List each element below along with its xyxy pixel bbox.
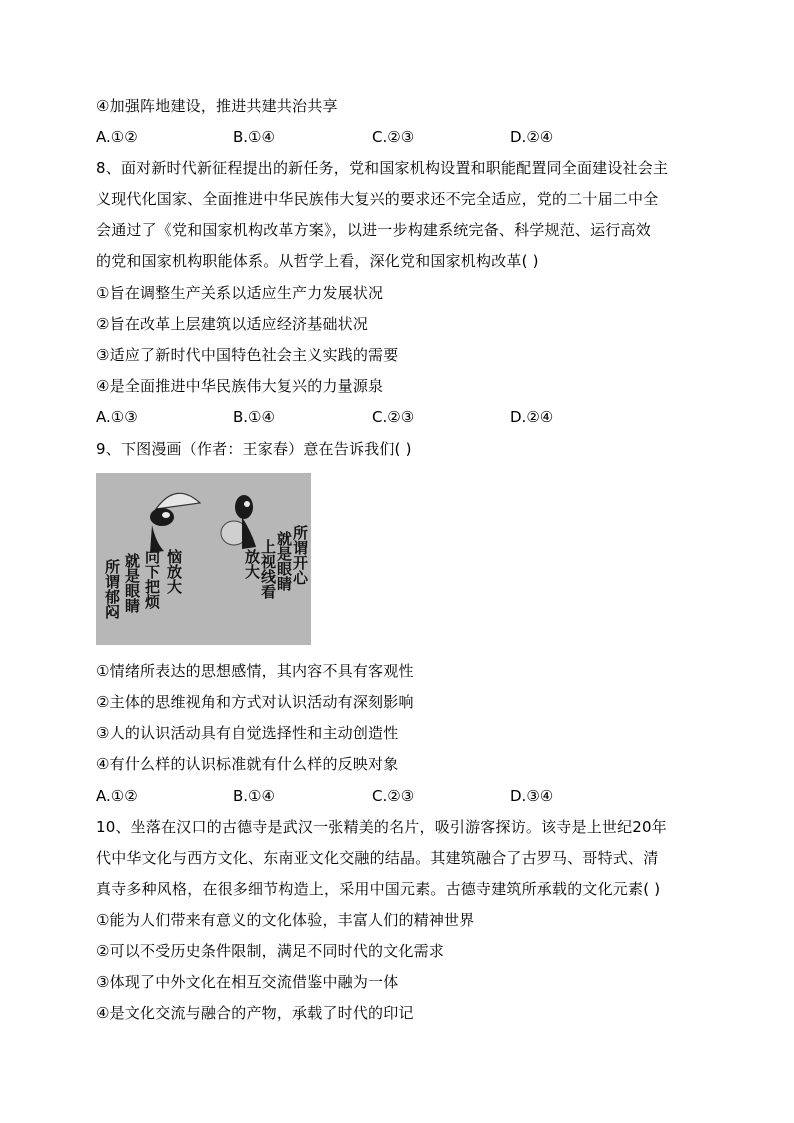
q10-option-2: ②可以不受历史条件限制，满足不同时代的文化需求 xyxy=(96,942,445,960)
q7-choice-c[interactable]: C.②③ xyxy=(372,128,415,146)
q8-choice-b[interactable]: B.①④ xyxy=(233,408,275,426)
q8-stem-line-3: 会通过了《党和国家机构改革方案》，以进一步构建系统完备、科学规范、运行高效 xyxy=(96,221,651,239)
q9-choice-b[interactable]: B.①④ xyxy=(233,787,275,805)
calligraphy-column: 所谓郁闷 xyxy=(103,559,121,619)
q10-option-4: ④是文化交流与融合的产物，承载了时代的印记 xyxy=(96,1004,414,1022)
calligraphy-column: 放大 xyxy=(243,549,261,579)
q7-choice-d[interactable]: D.②④ xyxy=(510,128,554,146)
q9-choices xyxy=(96,786,706,806)
q9-option-4: ④有什么样的认识标准就有什么样的反映对象 xyxy=(96,755,399,773)
calligraphy-column: 就是眼睛 xyxy=(275,531,293,591)
q8-option-4: ④是全面推进中华民族伟大复兴的力量源泉 xyxy=(96,377,384,395)
q8-stem-line-2: 义现代化国家、全面推进中华民族伟大复兴的要求还不完全适应，党的二十届二中全 xyxy=(96,190,659,208)
q9-stem: 9、下图漫画（作者：王家春）意在告诉我们( ) xyxy=(96,440,412,458)
q10-stem-line-1: 10、坐落在汉口的古德寺是武汉一张精美的名片，吸引游客探访。该寺是上世纪20年 xyxy=(96,818,667,836)
calligraphy-column: 所谓开心 xyxy=(291,525,309,585)
q9-option-2: ②主体的思维视角和方式对认识活动有深刻影响 xyxy=(96,693,414,711)
q9-choice-a[interactable]: A.①② xyxy=(96,787,138,805)
q9-choice-d[interactable]: D.③④ xyxy=(510,787,554,805)
q9-option-1: ①情绪所表达的思想感情，其内容不具有客观性 xyxy=(96,662,414,680)
q8-stem-line-4: 的党和国家机构职能体系。从哲学上看，深化党和国家机构改革( ) xyxy=(96,252,539,270)
q8-option-3: ③适应了新时代中国特色社会主义实践的需要 xyxy=(96,346,399,364)
calligraphy-column: 上视线看 xyxy=(259,539,277,599)
q7-choices xyxy=(96,127,706,147)
calligraphy-column: 向下把烦 xyxy=(143,549,161,609)
q8-choice-c[interactable]: C.②③ xyxy=(372,408,415,426)
q7-choice-a[interactable]: A.①② xyxy=(96,128,138,146)
q8-option-1: ①旨在调整生产关系以适应生产力发展状况 xyxy=(96,284,384,302)
q8-stem-line-1: 8、面对新时代新征程提出的新任务，党和国家机构设置和职能配置同全面建设社会主 xyxy=(96,159,669,177)
q10-stem-line-3: 真寺多种风格，在很多细节构造上，采用中国元素。古德寺建筑所承载的文化元素( ) xyxy=(96,880,661,898)
calligraphy-column: 恼放大 xyxy=(165,549,183,594)
q7-option-4: ④加强阵地建设，推进共建共治共享 xyxy=(96,97,338,115)
q10-option-1: ①能为人们带来有意义的文化体验，丰富人们的精神世界 xyxy=(96,911,475,929)
q8-choice-a[interactable]: A.①③ xyxy=(96,408,138,426)
cartoon-calligraphy-left xyxy=(100,549,206,643)
q9-cartoon-image xyxy=(96,473,311,645)
q10-stem-line-2: 代中华文化与西方文化、东南亚文化交融的结晶。其建筑融合了古罗马、哥特式、清 xyxy=(96,849,659,867)
q9-choice-c[interactable]: C.②③ xyxy=(372,787,415,805)
q8-option-2: ②旨在改革上层建筑以适应经济基础状况 xyxy=(96,315,369,333)
q7-choice-b[interactable]: B.①④ xyxy=(233,128,275,146)
q9-option-3: ③人的认识活动具有自觉选择性和主动创造性 xyxy=(96,724,399,742)
q10-option-3: ③体现了中外文化在相互交流借鉴中融为一体 xyxy=(96,973,399,991)
q8-choices xyxy=(96,407,706,427)
q8-choice-d[interactable]: D.②④ xyxy=(510,408,554,426)
cartoon-calligraphy-right xyxy=(243,525,310,643)
calligraphy-column: 就是眼睛 xyxy=(123,553,141,613)
